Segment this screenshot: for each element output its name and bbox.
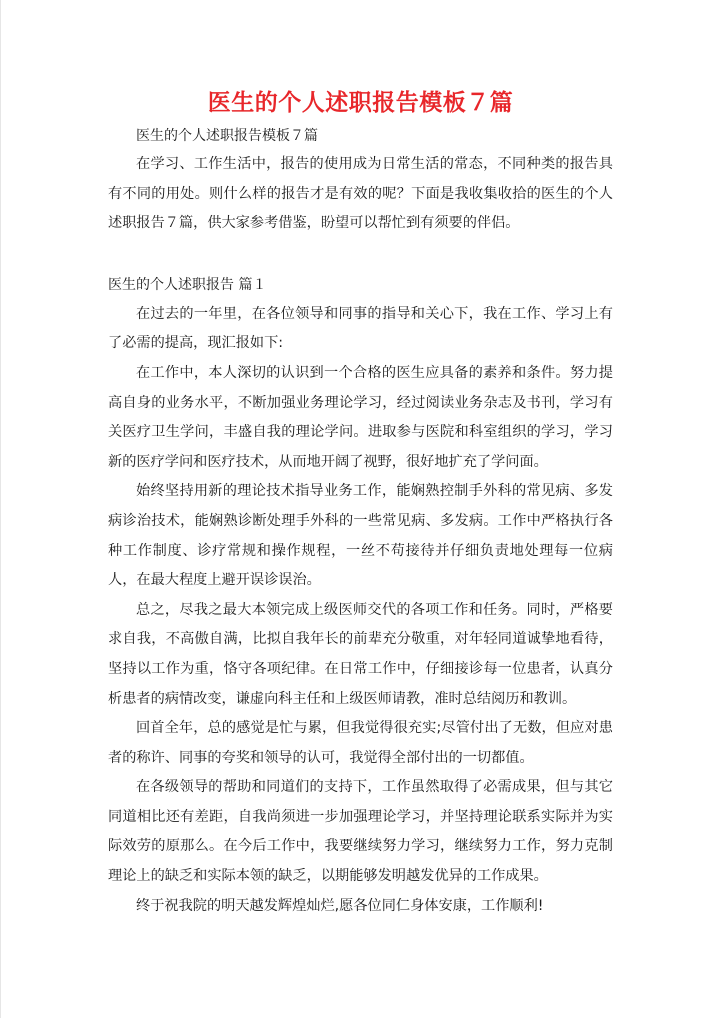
body-paragraph-1: 在过去的一年里，在各位领导和同事的指导和关心下，我在工作、学习上有了必需的提高，现汇报如下:: [108, 305, 613, 352]
document-subtitle: 医生的个人述职报告模板７篇: [136, 128, 318, 144]
closing-paragraph: 终于祝我院的明天越发辉煌灿烂,愿各位同仁身体安康，工作顺利!: [136, 897, 544, 914]
body-paragraph-6: 在各级领导的帮助和同道们的支持下，工作虽然取得了必需成果，但与其它同道相比还有差距，自我尚须进一步加强理论学习，并坚持理论联系实际并为实际效劳的原那么。在今后工作中，我要继续努力学习，继续努力工作，努力克制理论上的缺乏和实际本领的缺乏，以期能够发明越发优异的工作成果。: [108, 779, 613, 885]
page-edge: [0, 0, 1, 1018]
body-paragraph-4: 总之，尽我之最大本领完成上级医师交代的各项工作和任务。同时，严格要求自我，不高傲自满，比拟自我年长的前辈充分敬重，对年轻同道诚挚地看待，坚持以工作为重，恪守各项纪律。在日常工作中，仔细接诊每一位患者，认真分析患者的病情改变，谦虚向科主任和上级医师请教，准时总结阅历和教训。: [108, 601, 613, 707]
document-body: [108, 86, 613, 921]
body-paragraph-5: 回首全年，总的感觉是忙与累，但我觉得很充实;尽管付出了无数，但应对患者的称许、同事的夸奖和领导的认可，我觉得全部付出的一切都值。: [108, 720, 613, 766]
body-paragraph-2: 在工作中，本人深切的认识到一个合格的医生应具备的素养和条件。努力提高自身的业务水平，不断加强业务理论学习，经过阅读业务杂志及书刊，学习有关医疗卫生学问，丰盛自我的理论学问。进取参与医院和科室组织的学习，学习新的医疗学问和医疗技术，从而地开阔了视野，很好地扩充了学问面。: [108, 364, 613, 470]
document-title: 医生的个人述职报告模板７篇: [207, 90, 514, 116]
intro-paragraph: 在学习、工作生活中，报告的使用成为日常生活的常态，不同种类的报告具有不同的用处。则什么样的报告才是有效的呢？下面是我收集收拾的医生的个人述职报告７篇，供大家参考借鉴，盼望可以帮忙到有须要的伴侣。: [108, 156, 613, 232]
section-heading: 医生的个人述职报告 篇１: [108, 276, 267, 293]
body-paragraph-3: 始终坚持用新的理论技术指导业务工作，能娴熟控制手外科的常见病、多发病诊治技术，能娴熟诊断处理手外科的一些常见病、多发病。工作中严格执行各种工作制度、诊疗常规和操作规程，一丝不苟接待并仔细负责地处理每一位病人，在最大程度上避开误诊误治。: [108, 483, 613, 589]
